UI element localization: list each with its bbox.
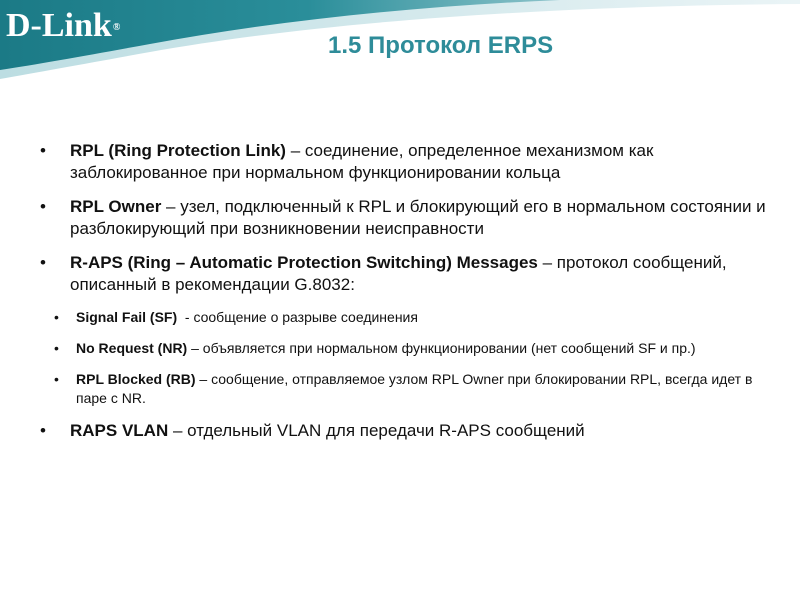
term-description: – протокол сообщений, описанный в рекомендации G.8032: <box>70 253 727 294</box>
list-item <box>40 420 770 442</box>
logo-text: D-Link <box>6 7 112 44</box>
slide-title: 1.5 Протокол ERPS <box>328 32 554 59</box>
sub-bullet-icon: • <box>54 371 59 387</box>
sub-list-item <box>40 308 770 327</box>
term-label: RPL Owner <box>70 197 162 216</box>
bullet-icon: • <box>40 253 46 272</box>
term-label: R-APS (Ring – Automatic Protection Switching) Messages <box>70 253 538 272</box>
list-item <box>40 196 770 240</box>
term-label: RPL (Ring Protection Link) <box>70 141 286 160</box>
sub-list-item <box>40 370 770 408</box>
sub-term-label: Signal Fail (SF) <box>76 309 178 325</box>
sub-bullet-icon: • <box>54 309 59 325</box>
sub-term-description: – сообщение, отправляемое узлом RPL Owner при блокировании RPL, всегда идет в паре с NR. <box>76 371 753 406</box>
sub-bullet-list <box>40 308 770 408</box>
sub-list-item <box>40 339 770 358</box>
term-description: – узел, подключенный к RPL и блокирующий его в нормальном состоянии и разблокирующий при возникновении неисправности <box>70 197 766 238</box>
sub-list-wrapper <box>40 308 770 408</box>
dlink-logo <box>6 8 120 44</box>
slide-content <box>40 140 770 454</box>
sub-term-label: RPL Blocked (RB) <box>76 371 196 387</box>
bullet-icon: • <box>40 197 46 216</box>
list-item <box>40 140 770 184</box>
term-description: – соединение, определенное механизмом как заблокированное при нормальном функционировании кольца <box>70 141 654 182</box>
sub-term-description: - сообщение о разрыве соединения <box>177 309 418 325</box>
registered-mark: ® <box>112 22 121 33</box>
sub-bullet-icon: • <box>54 340 59 356</box>
bullet-icon: • <box>40 421 46 440</box>
term-description: – отдельный VLAN для передачи R-APS сообщений <box>168 421 585 440</box>
term-label: RAPS VLAN <box>70 421 169 440</box>
bullet-list <box>40 140 770 442</box>
list-item <box>40 252 770 408</box>
sub-term-description: – объявляется при нормальном функционировании (нет сообщений SF и пр.) <box>187 340 696 356</box>
bullet-icon: • <box>40 141 46 160</box>
sub-term-label: No Request (NR) <box>76 340 188 356</box>
